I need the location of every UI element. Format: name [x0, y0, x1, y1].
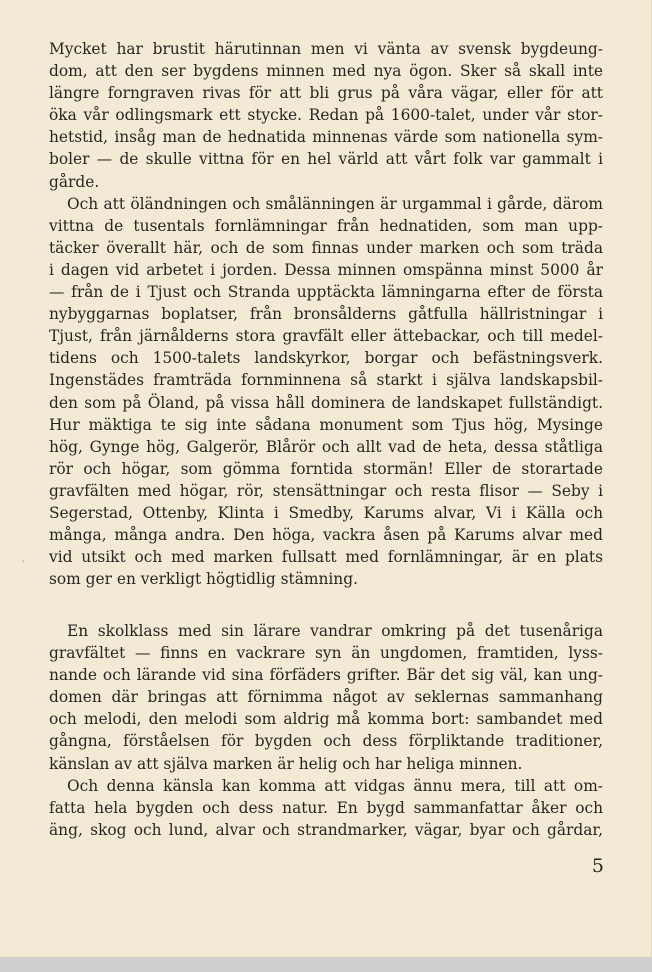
text-line: i dagen vid arbetet i jorden. Dessa minnen omspänna minst 5000 år — [49, 260, 603, 279]
text-line: och melodi, den melodi som aldrig må komma bort: sambandet med — [49, 710, 603, 729]
text-line: den som på Öland, på vissa håll dominera de landskapet fullständigt. — [49, 393, 603, 412]
text-line: Och denna känsla kan komma att vidgas ännu mera, till att om- — [67, 776, 603, 795]
text-block-lower — [49, 620, 603, 841]
paragraph — [49, 620, 603, 775]
text-line: äng, skog och lund, alvar och strandmarker, vägar, byar och gårdar, — [49, 820, 603, 839]
text-line: Tjust, från järnålderns stora gravfält eller ättebackar, och till medel- — [49, 327, 603, 346]
text-line: nande och lärande vid sina förfäders grifter. Bär det sig väl, kan ung- — [49, 666, 603, 685]
text-line: vid utsikt och med marken fullsatt med fornlämningar, är en plats — [49, 548, 603, 567]
text-line: rör och högar, som gömma forntida stormän! Eller de storartade — [49, 459, 603, 478]
text-line: känslan av att själva marken är helig och har heliga minnen. — [49, 754, 523, 773]
paragraph — [49, 775, 603, 841]
text-line: gravfältet — finns en vackrare syn än ungdomen, framtiden, lyss- — [49, 644, 603, 663]
text-line: som ger en verkligt högtidlig stämning. — [49, 570, 358, 589]
text-line: vittna de tusentals fornlämningar från hednatiden, som man upp- — [49, 216, 603, 235]
text-line: Och att öländningen och smålänningen är urgammal i gårde, därom — [67, 194, 603, 213]
text-line: hetstid, insåg man de hednatida minnenas värde som nationella sym- — [49, 128, 603, 147]
scan-background-strip — [0, 957, 652, 972]
text-line: boler — de skulle vittna för en hel värld att vårt folk var gammalt i — [49, 150, 603, 169]
text-line: tidens och 1500-talets landskyrkor, borgar och befästningsverk. — [49, 349, 603, 368]
text-line: Ingenstädes framträda fornminnena så starkt i själva landskapsbil- — [49, 371, 603, 390]
text-line: dom, att den ser bygdens minnen med nya ögon. Sker så skall inte — [49, 62, 603, 81]
text-line: Mycket har brustit härutinnan men vi vänta av svensk bygdeung- — [49, 40, 603, 58]
text-line: öka vår odlingsmark ett stycke. Redan på 1600-talet, under vår stor- — [49, 106, 603, 125]
text-line: täcker överallt här, och de som finnas under marken och som träda — [49, 238, 603, 257]
text-line: längre forngraven rivas för att bli grus på våra vägar, eller för att — [49, 84, 603, 103]
text-line: hög, Gynge hög, Galgerör, Blårör och allt vad de heta, dessa ståtliga — [49, 437, 603, 456]
text-line: nybyggarnas boplatser, från bronsålderns gåtfulla hällristningar i — [49, 305, 603, 324]
text-line: Segerstad, Ottenby, Klinta i Smedby, Karums alvar, Vi i Källa och — [49, 503, 603, 522]
text-line: fatta hela bygden och dess natur. En bygd sammanfattar åker och — [49, 798, 603, 817]
paragraph — [49, 38, 603, 193]
text-line: domen där bringas att förnimma något av seklernas sammanhang — [49, 688, 603, 707]
text-line: En skolklass med sin lärare vandrar omkring på det tusenåriga — [67, 622, 603, 640]
text-line: — från de i Tjust och Stranda upptäckta lämningarna efter de första — [49, 283, 603, 302]
text-line: gravfälten med högar, rör, stensättningar och resta flisor — Seby i — [49, 481, 603, 500]
text-line: många, många andra. Den höga, vackra åsen på Karums alvar med — [49, 526, 603, 545]
text-line: Hur mäktiga te sig inte sådana monument som Tjus hög, Mysinge — [49, 415, 603, 434]
text-block-upper — [49, 38, 603, 590]
page-number: 5 — [591, 855, 604, 877]
text-line: gångna, förståelsen för bygden och dess förpliktande traditioner, — [49, 732, 603, 751]
paragraph — [49, 193, 603, 591]
print-speck: ˊ — [20, 561, 25, 572]
text-line: gårde. — [49, 172, 100, 191]
